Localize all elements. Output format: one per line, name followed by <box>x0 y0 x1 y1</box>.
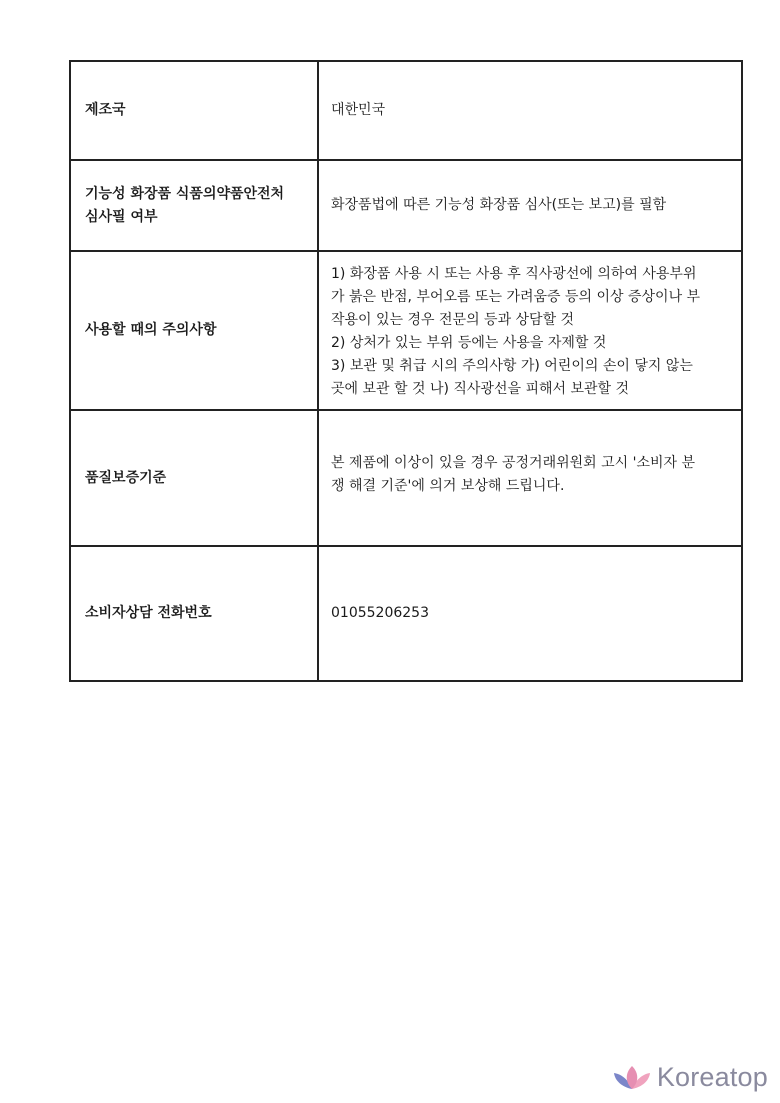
value-line: 곳에 보관 할 것 나) 직사광선을 피해서 보관할 것 <box>331 381 630 397</box>
row-label <box>70 546 318 681</box>
label-line: 품질보증기준 <box>85 469 167 486</box>
row-value <box>318 410 742 546</box>
label-line: 소비자상담 전화번호 <box>85 605 212 621</box>
phone-number: 01055206253 <box>331 605 429 621</box>
table-row-manufacturing-country <box>70 61 742 160</box>
value-line: 3) 보관 및 취급 시의 주의사항 가) 어린이의 손이 닿지 않는 <box>331 358 693 374</box>
row-value <box>318 61 742 160</box>
product-info-table <box>69 60 743 682</box>
value-line: 대한민국 <box>331 102 386 118</box>
value-line: 1) 화장품 사용 시 또는 사용 후 직사광선에 의하여 사용부위 <box>331 266 697 282</box>
row-label <box>70 251 318 410</box>
brand-name: Koreatop <box>656 1062 768 1092</box>
label-line: 사용할 때의 주의사항 <box>85 322 217 338</box>
row-value <box>318 546 742 681</box>
row-value <box>318 160 742 251</box>
value-line: 본 제품에 이상이 있을 경우 공정거래위원회 고시 '소비자 분 <box>331 455 696 471</box>
value-line: 화장품법에 따른 기능성 화장품 심사(또는 보고)를 필함 <box>331 197 667 213</box>
table-row-functional-cosmetic-review <box>70 160 742 251</box>
brand-logo <box>613 1062 768 1093</box>
row-label <box>70 410 318 546</box>
row-label <box>70 160 318 251</box>
label-line: 제조국 <box>85 102 126 118</box>
label-line: 심사필 여부 <box>85 208 158 225</box>
lotus-logo-icon <box>613 1065 651 1091</box>
table-row-quality-assurance <box>70 410 742 546</box>
value-line: 작용이 있는 경우 전문의 등과 상담할 것 <box>331 312 575 328</box>
value-line: 2) 상처가 있는 부위 등에는 사용을 자제할 것 <box>331 335 607 351</box>
value-line: 가 붉은 반점, 부어오름 또는 가려움증 등의 이상 증상이나 부 <box>331 289 701 305</box>
value-line: 쟁 해결 기준'에 의거 보상해 드립니다. <box>331 478 565 494</box>
row-value <box>318 251 742 410</box>
table-row-consumer-phone <box>70 546 742 681</box>
table-row-precautions <box>70 251 742 410</box>
label-line: 기능성 화장품 식품의약품안전처 <box>85 185 285 202</box>
row-label <box>70 61 318 160</box>
